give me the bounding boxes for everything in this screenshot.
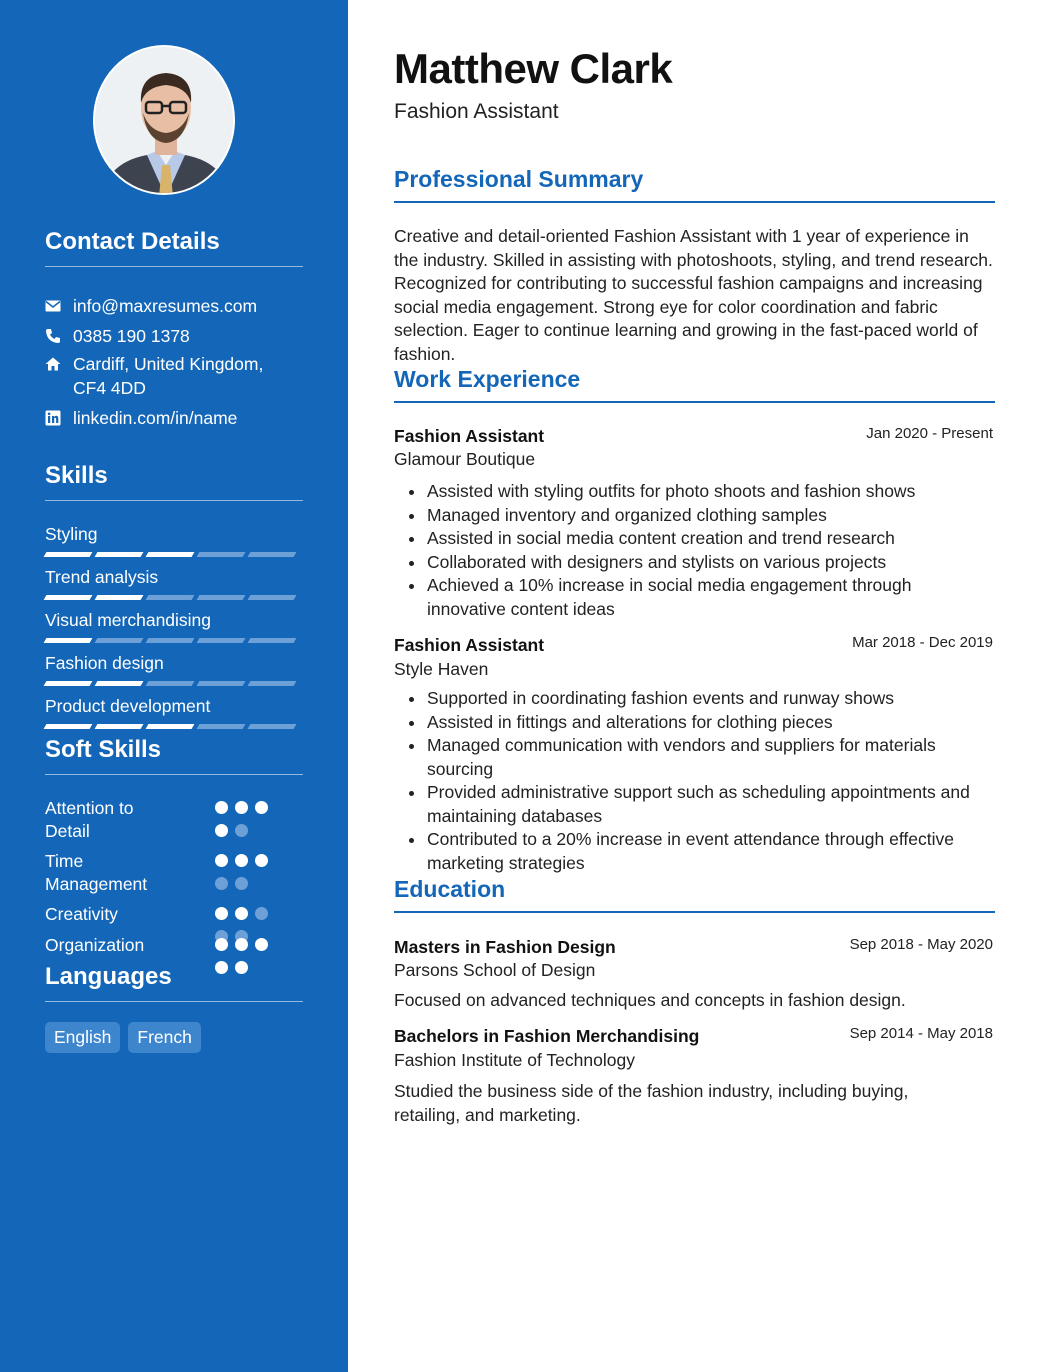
education-description: Focused on advanced techniques and concepts in fashion design. xyxy=(394,990,906,1010)
skill-rating-segment xyxy=(146,552,195,557)
skill-rating-segment xyxy=(44,681,93,686)
skill-label: Visual merchandising xyxy=(45,610,212,630)
soft-skill-rating-dot xyxy=(215,938,228,951)
profile-photo xyxy=(93,45,235,195)
education-degree: Masters in Fashion Design xyxy=(394,937,616,957)
soft-skill-rating-dot xyxy=(215,877,228,890)
skill-rating-segment xyxy=(95,724,144,729)
skill-rating-segment xyxy=(197,552,246,557)
soft-skill-rating-dot xyxy=(235,938,248,951)
skill-rating-segment xyxy=(146,681,195,686)
job-company: Style Haven xyxy=(394,659,489,679)
sidebar xyxy=(0,0,348,1372)
address-line-1: Cardiff, United Kingdom, xyxy=(73,354,264,374)
soft-skill-rating-dots xyxy=(215,801,285,837)
skill-rating-segment xyxy=(248,552,297,557)
contact-phone[interactable] xyxy=(45,324,303,348)
soft-skill-rating-dot xyxy=(235,907,248,920)
language-list xyxy=(45,1022,201,1053)
soft-skills-heading: Soft Skills xyxy=(45,736,303,775)
skill-rating-segment xyxy=(197,724,246,729)
soft-skill-label-line-1: Attention to xyxy=(45,798,134,818)
job-bullet: Achieved a 10% increase in social media engagement through innovative content ideas xyxy=(394,574,995,621)
summary-text: Creative and detail-oriented Fashion Assistant with 1 year of experience in the industry. Skilled in assisting with photoshoots, styling, and trend research. Recognized for contributing to successful fashion campaigns and increasing social media engagement. Strong eye for color coordination and fabric selection. Eager to continue learning and growing in the fast-paced world of fashion. xyxy=(394,226,993,364)
soft-skill-label: Creativity xyxy=(45,904,118,924)
skill-label: Trend analysis xyxy=(45,567,159,587)
job-role: Fashion Assistant xyxy=(394,426,545,446)
education-heading: Education xyxy=(394,876,995,913)
skill-rating-segment xyxy=(44,595,93,600)
job-bullet: Contributed to a 20% increase in event attendance through effective marketing strategies xyxy=(394,828,995,875)
soft-skill-label xyxy=(45,850,195,896)
education-description: Studied the business side of the fashion industry, including buying, retailing, and marketing. xyxy=(394,1081,909,1125)
skill-rating-bar xyxy=(45,724,295,729)
contact-phone-text: 0385 190 1378 xyxy=(73,326,190,346)
skill-rating-bar xyxy=(45,681,295,686)
soft-skill-rating-dot xyxy=(215,907,228,920)
experience-heading: Work Experience xyxy=(394,366,995,403)
skill-rating-bar xyxy=(45,638,295,643)
skill-rating-segment xyxy=(44,638,93,643)
skills-heading: Skills xyxy=(45,462,303,501)
skill-rating-segment xyxy=(95,552,144,557)
contact-linkedin[interactable] xyxy=(45,406,303,430)
education-dates: Sep 2014 - May 2018 xyxy=(849,1025,993,1042)
soft-skill-label-line-1: Time xyxy=(45,851,84,871)
job-bullet-list xyxy=(394,687,995,875)
soft-skill-rating-dot xyxy=(215,824,228,837)
job-bullet: Collaborated with designers and stylists on various projects xyxy=(394,551,995,575)
job-dates: Mar 2018 - Dec 2019 xyxy=(852,634,993,651)
job-company: Glamour Boutique xyxy=(394,449,536,469)
skill-rating-bar xyxy=(45,552,295,557)
soft-skill-rating-dot xyxy=(215,854,228,867)
phone-icon xyxy=(45,324,73,348)
job-bullet: Assisted in social media content creation and trend research xyxy=(394,527,995,551)
job-bullet: Assisted in fittings and alterations for clothing pieces xyxy=(394,711,995,735)
soft-skill-rating-dot xyxy=(255,801,268,814)
skill-rating-segment xyxy=(146,638,195,643)
education-school: Parsons School of Design xyxy=(394,960,596,980)
language-tag: English xyxy=(45,1022,120,1053)
soft-skill-rating-dot xyxy=(235,824,248,837)
soft-skill-rating-dot xyxy=(235,801,248,814)
skill-rating-bar xyxy=(45,595,295,600)
skill-rating-segment xyxy=(248,681,297,686)
job-bullet: Assisted with styling outfits for photo shoots and fashion shows xyxy=(394,480,995,504)
contact-email[interactable] xyxy=(45,294,303,318)
linkedin-icon xyxy=(45,406,73,430)
soft-skill-rating-dot xyxy=(215,801,228,814)
job-bullet: Supported in coordinating fashion events and runway shows xyxy=(394,687,995,711)
skill-rating-segment xyxy=(95,638,144,643)
soft-skill-rating-dot xyxy=(235,854,248,867)
envelope-icon xyxy=(45,294,73,318)
candidate-name: Matthew Clark xyxy=(394,45,673,92)
soft-skill-rating-dot xyxy=(255,938,268,951)
skill-rating-segment xyxy=(197,638,246,643)
soft-skill-label xyxy=(45,797,195,843)
skill-rating-segment xyxy=(44,724,93,729)
skill-rating-segment xyxy=(146,595,195,600)
languages-heading: Languages xyxy=(45,963,303,1002)
skill-rating-segment xyxy=(197,595,246,600)
language-tag: French xyxy=(128,1022,200,1053)
contact-address-text xyxy=(73,352,263,400)
avatar-illustration xyxy=(95,47,235,195)
skill-rating-segment xyxy=(248,724,297,729)
skill-rating-segment xyxy=(197,681,246,686)
soft-skill-rating-dots xyxy=(215,854,285,890)
soft-skill-label-line-2: Management xyxy=(45,874,148,894)
soft-skill-label: Organization xyxy=(45,935,145,955)
education-degree: Bachelors in Fashion Merchandising xyxy=(394,1026,700,1046)
skill-rating-segment xyxy=(248,595,297,600)
soft-skill-rating-dot xyxy=(255,854,268,867)
job-bullet: Managed communication with vendors and suppliers for materials sourcing xyxy=(394,734,995,781)
education-school: Fashion Institute of Technology xyxy=(394,1050,635,1070)
home-icon xyxy=(45,352,73,376)
candidate-title: Fashion Assistant xyxy=(394,100,559,123)
skill-rating-segment xyxy=(248,638,297,643)
contact-address xyxy=(45,352,303,400)
education-dates: Sep 2018 - May 2020 xyxy=(849,936,993,953)
job-bullet: Managed inventory and organized clothing samples xyxy=(394,504,995,528)
soft-skill-label-line-2: Detail xyxy=(45,821,90,841)
skill-rating-segment xyxy=(95,681,144,686)
job-dates: Jan 2020 - Present xyxy=(866,425,993,442)
contact-linkedin-text: linkedin.com/in/name xyxy=(73,408,238,428)
skill-rating-segment xyxy=(44,552,93,557)
contact-heading: Contact Details xyxy=(45,228,303,267)
summary-heading: Professional Summary xyxy=(394,166,995,203)
skill-label: Product development xyxy=(45,696,211,716)
job-bullet: Provided administrative support such as scheduling appointments and maintaining databases xyxy=(394,781,995,828)
contact-email-text: info@maxresumes.com xyxy=(73,296,258,316)
skill-rating-segment xyxy=(146,724,195,729)
soft-skill-rating-dot xyxy=(235,877,248,890)
soft-skill-rating-dot xyxy=(255,907,268,920)
skill-rating-segment xyxy=(95,595,144,600)
job-role: Fashion Assistant xyxy=(394,635,545,655)
address-line-2: CF4 4DD xyxy=(73,378,146,398)
job-bullet-list xyxy=(394,480,995,621)
skill-label: Styling xyxy=(45,524,98,544)
skill-label: Fashion design xyxy=(45,653,164,673)
